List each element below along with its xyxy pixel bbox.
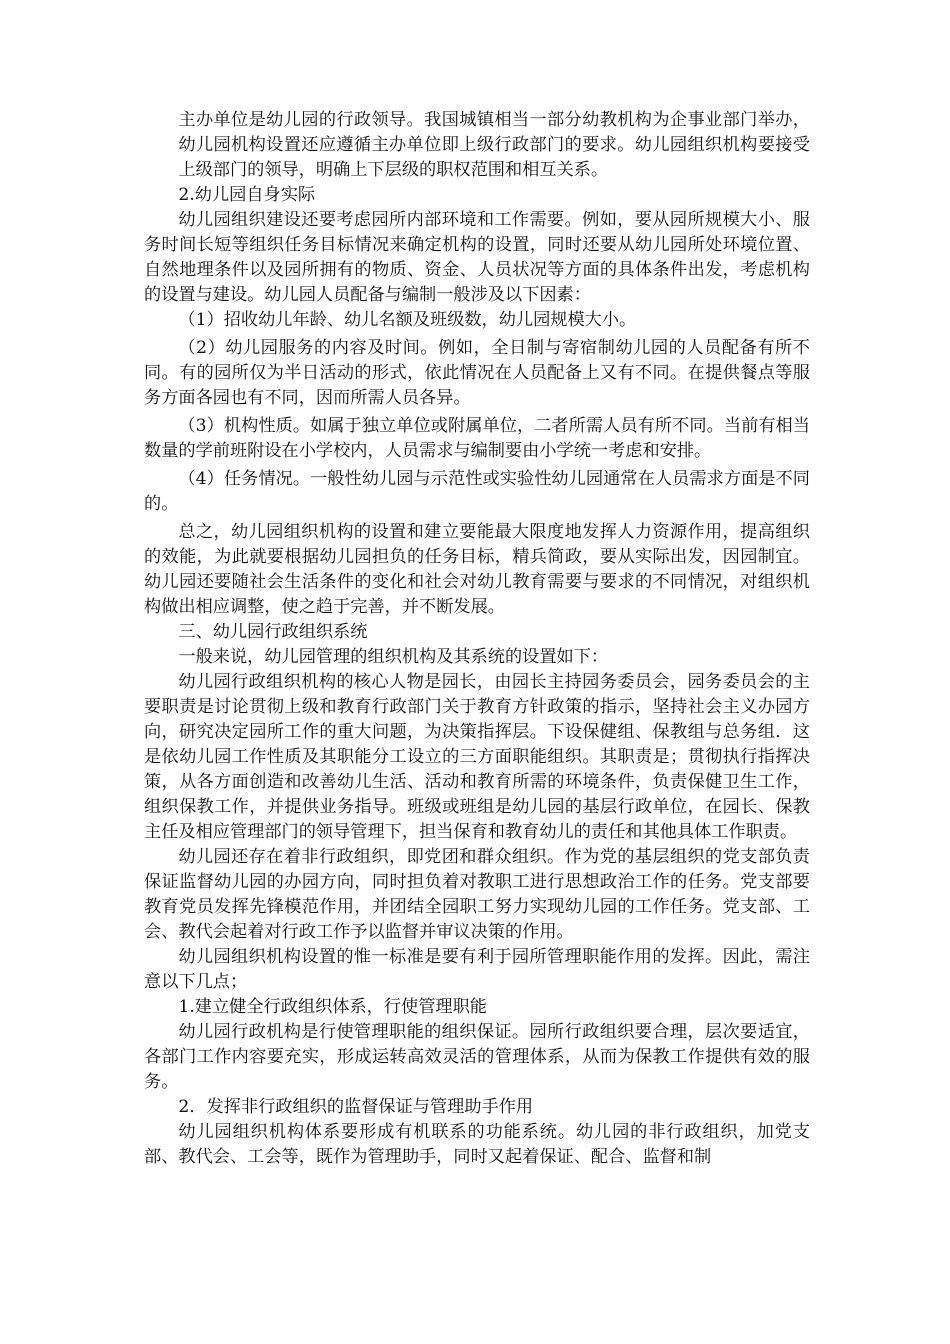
paragraph: 幼儿园组织机构设置的惟一标准是要有利于园所管理职能作用的发挥。因此，需注意以下几点； [144,947,810,992]
paragraph: 主办单位是幼儿园的行政领导。我国城镇相当一部分幼教机构为企事业部门举办，幼儿园机构设置还应遵循主办单位即上级行政部门的要求。幼儿园组织机构要接受上级部门的领导，明确上下层级的职权范围和相互关系。 [178,110,810,180]
paragraph: 幼儿园组织机构体系要形成有机联系的功能系统。幼儿园的非行政组织，加党支部、教代会、工会等，既作为管理助手，同时又起着保证、配合、监督和制 [144,1122,810,1167]
paragraph: 幼儿园行政组织机构的核心人物是园长，由园长主持园务委员会，园务委员会的主要职责是讨论贯彻上级和教育行政部门关于教育方针政策的指示，坚持社会主义办园方向，研究决定园所工作的重大问题，为决策指挥层。下设保健组、保教组与总务组．这是依幼儿园工作性质及其职能分工设立的三方面职能组织。其职责是；贯彻执行指挥决策，从各方面创造和改善幼儿生活、活动和教育所需的环境条件，负责保健卫生工作，组织保教工作，并提供业务指导。班级或班组是幼儿园的基层行政单位，在园长、保教主任及相应管理部门的领导管理下，担当保育和教育幼儿的责任和其他具体工作职责。 [144,672,810,842]
list-item: （3）机构性质。如属于独立单位或附属单位，二者所需人员有所不同。当前有相当数量的学前班附设在小学校内，人员需求与编制要由小学统一考虑和安排。 [144,416,810,461]
paragraph: 总之，幼儿园组织机构的设置和建立要能最大限度地发挥人力资源作用，提高组织的效能，为此就要根据幼儿园担负的任务目标，精兵简政，要从实际出发，因园制宜。幼儿园还要随社会生活条件的变化和社会对幼儿教育需要与要求的不同情况，对组织机构做出相应调整，使之趋于完善，并不断发展。 [144,522,810,617]
section-heading: 2.幼儿园自身实际 [178,185,316,205]
section-heading: 2．发挥非行政组织的监督保证与管理助手作用 [178,1097,534,1117]
list-item: （4）任务情况。一般性幼儿园与示范性或实验性幼儿园通常在人员需求方面是不同的。 [144,469,810,514]
paragraph: 幼儿园组织建设还要考虑园所内部环境和工作需要。例如，要从园所规模大小、服务时间长短等组织任务目标情况来确定机构的设置，同时还要从幼儿园所处环境位置、自然地理条件以及园所拥有的物质、资金、人员状况等方面的具体条件出发，考虑机构的设置与建设。幼儿园人员配备与编制一般涉及以下因素： [144,210,810,305]
paragraph: 一般来说，幼儿园管理的组织机构及其系统的设置如下： [178,647,609,667]
section-heading: 三、幼儿园行政组织系统 [178,622,368,642]
section-heading: 1.建立健全行政组织体系，行使管理职能 [178,997,487,1017]
list-item: （1）招收幼儿年龄、幼儿名额及班级数，幼儿园规模大小。 [178,310,637,330]
document-body [144,108,810,1170]
list-item: （2）幼儿园服务的内容及时间。例如，全日制与寄宿制幼儿园的人员配备有所不同。有的园所仅为半日活动的形式，依此情况在人员配备上又有不同。在提供餐点等服务方面各园也有不同，因而所需人员各异。 [144,338,810,408]
paragraph: 幼儿园还存在着非行政组织，即党团和群众组织。作为党的基层组织的党支部负责保证监督幼儿园的办园方向，同时担负着对教职工进行思想政治工作的任务。党支部要教育党员发挥先锋模范作用，并团结全园职工努力实现幼儿园的工作任务。党支部、工会、教代会起着对行政工作予以监督并审议决策的作用。 [144,847,810,942]
paragraph: 幼儿园行政机构是行使管理职能的组织保证。园所行政组织要合理，层次要适宜，各部门工作内容要充实，形成运转高效灵活的管理体系，从而为保教工作提供有效的服务。 [144,1022,810,1092]
